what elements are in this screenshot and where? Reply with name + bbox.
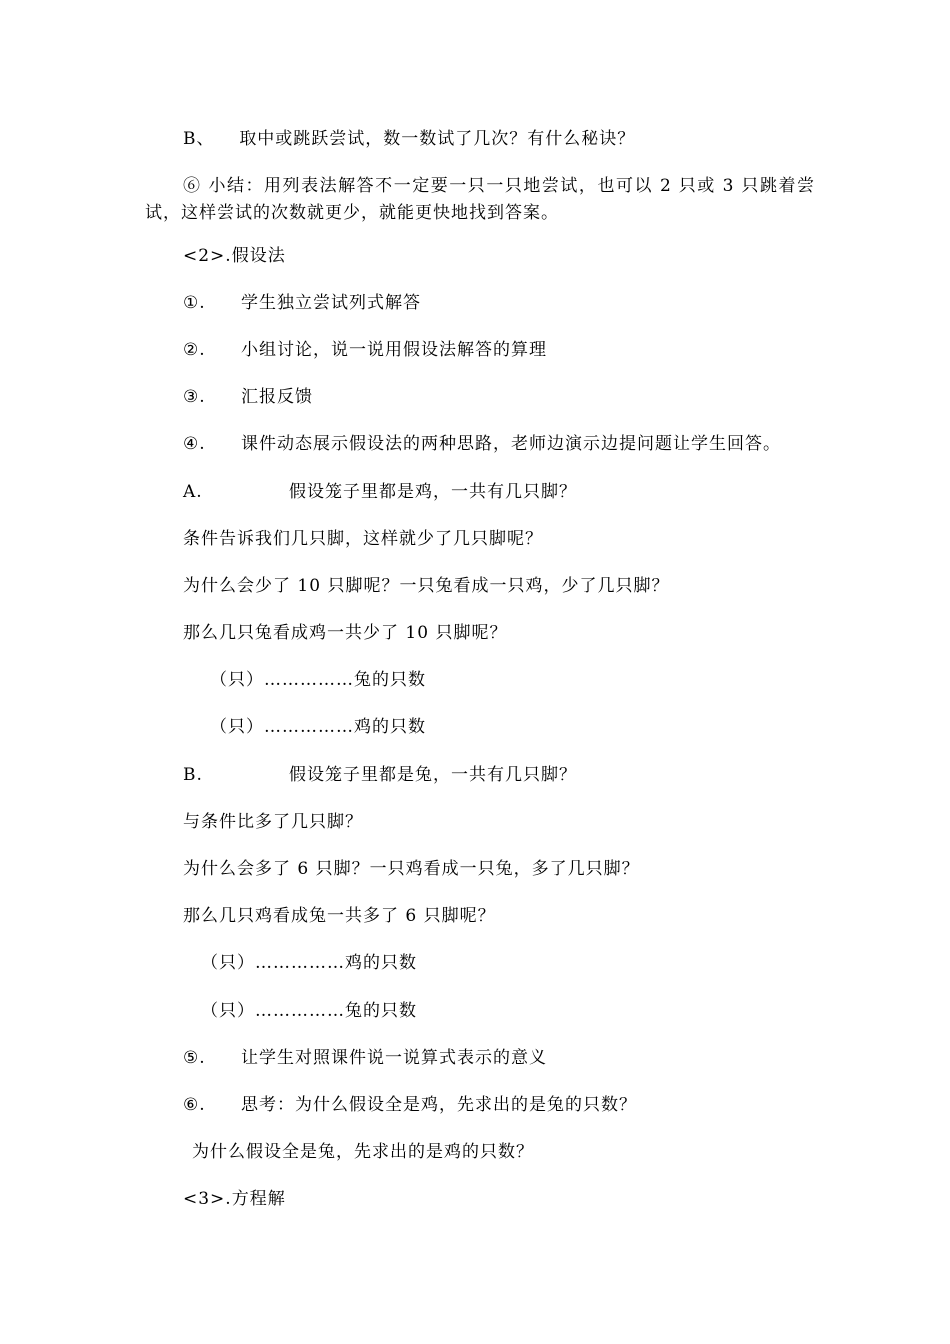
step-6-number: ⑥. xyxy=(183,1095,206,1115)
step-5 xyxy=(183,1046,547,1070)
case-a-question-2: 为什么会少了 10 只脚呢？一只兔看成一只鸡，少了几只脚？ xyxy=(183,576,670,596)
step-1-text: 学生独立尝试列式解答 xyxy=(241,293,421,313)
case-b-result-1: （只）……………鸡的只数 xyxy=(201,953,417,973)
step-6-text: 思考：为什么假设全是鸡，先求出的是兔的只数？ xyxy=(241,1095,637,1115)
heading-assumption-method: <2>.假设法 xyxy=(183,246,286,266)
item-b-label: B、 xyxy=(183,129,215,149)
case-a-question-3: 那么几只兔看成鸡一共少了 10 只脚呢？ xyxy=(183,623,508,643)
case-a-label: A. xyxy=(183,482,203,502)
step-5-number: ⑤. xyxy=(183,1048,206,1068)
step-4-text: 课件动态展示假设法的两种思路，老师边演示边提问题让学生回答。 xyxy=(241,434,781,454)
case-b-question-2: 为什么会多了 6 只脚？一只鸡看成一只兔，多了几只脚？ xyxy=(183,859,640,879)
case-a xyxy=(183,480,577,504)
item-b-text: 取中或跳跃尝试，数一数试了几次？有什么秘诀？ xyxy=(239,129,636,149)
step-2 xyxy=(183,338,547,362)
case-b-text: 假设笼子里都是兔，一共有几只脚？ xyxy=(289,765,577,785)
case-a-result-2: （只）……………鸡的只数 xyxy=(210,717,426,737)
step-6 xyxy=(183,1093,637,1117)
step-2-number: ②. xyxy=(183,340,206,360)
case-b-label: B. xyxy=(183,765,203,785)
step-5-text: 让学生对照课件说一说算式表示的意义 xyxy=(241,1048,547,1068)
step-4-number: ④. xyxy=(183,434,206,454)
case-a-result-1: （只）……………兔的只数 xyxy=(210,670,426,690)
summary-paragraph: ⑥ 小结：用列表法解答不一定要一只一只地尝试，也可以 2 只或 3 只跳着尝试，这样尝试的次数就更少，就能更快地找到答案。 xyxy=(145,176,815,223)
case-b-question-1: 与条件比多了几只脚？ xyxy=(183,812,363,832)
heading-equation-method: <3>.方程解 xyxy=(183,1189,286,1209)
item-b-tryout xyxy=(183,127,635,151)
case-b-result-2: （只）……………兔的只数 xyxy=(201,1001,417,1021)
step-3 xyxy=(183,385,313,409)
case-b xyxy=(183,763,577,787)
case-b-question-3: 那么几只鸡看成兔一共多了 6 只脚呢？ xyxy=(183,906,496,926)
case-a-question-1: 条件告诉我们几只脚，这样就少了几只脚呢？ xyxy=(183,529,543,549)
step-2-text: 小组讨论，说一说用假设法解答的算理 xyxy=(241,340,547,360)
step-4 xyxy=(183,432,781,456)
step-6-continuation: 为什么假设全是兔，先求出的是鸡的只数？ xyxy=(192,1142,534,1162)
step-3-number: ③. xyxy=(183,387,206,407)
case-a-text: 假设笼子里都是鸡，一共有几只脚？ xyxy=(289,482,577,502)
step-1-number: ①. xyxy=(183,293,206,313)
step-3-text: 汇报反馈 xyxy=(241,387,313,407)
step-1 xyxy=(183,291,421,315)
